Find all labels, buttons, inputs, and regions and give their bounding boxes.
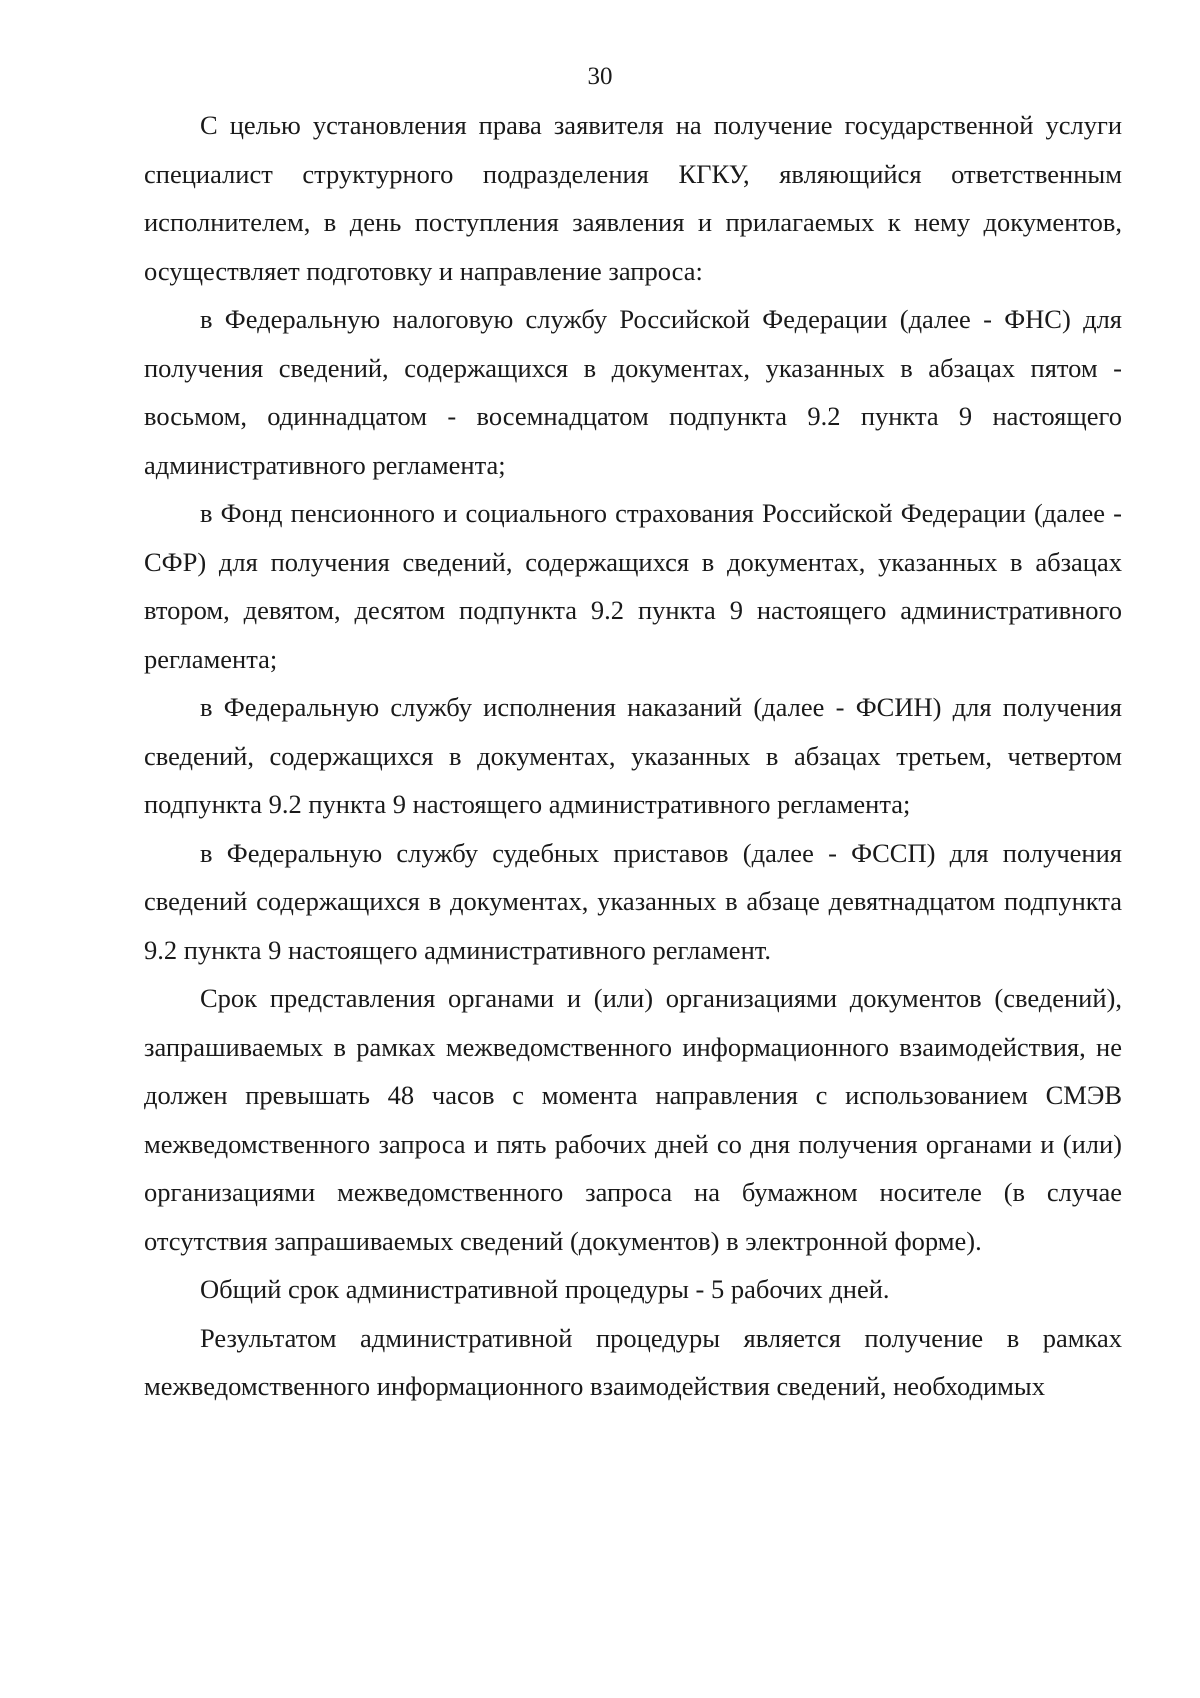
page-number: 30 xyxy=(587,63,613,90)
paragraph-sfr: в Фонд пенсионного и социального страхования Российской Федерации (далее - СФР) для получения сведений, содержащихся в документах, указанных в абзацах втором, девятом, десятом подпункта 9.2 пункта 9 настоящего административного регламента; xyxy=(144,498,1122,674)
paragraph-request-intro: С целью установления права заявителя на получение государственной услуги специалист структурного подразделения КГКУ, являющийся ответственным исполнителем, в день поступления заявления и прилагаемых к нему документов, осуществляет подготовку и направление запроса: xyxy=(144,110,1122,286)
paragraph-response-deadline: Срок представления органами и (или) организациями документов (сведений), запрашиваемых в рамках межведомственного информационного взаимодействия, не должен превышать 48 часов с момента направления с использованием СМЭВ межведомственного запроса и пять рабочих дней со дня получения органами и (или) организациями межведомственного запроса на бумажном носителе (в случае отсутствия запрашиваемых сведений (документов) в электронной форме). xyxy=(144,983,1122,1256)
paragraph-fssp: в Федеральную службу судебных приставов (далее - ФССП) для получения сведений содержащихся в документах, указанных в абзаце девятнадцатом подпункта 9.2 пункта 9 настоящего административного регламент. xyxy=(144,837,1122,965)
paragraph-result: Результатом административной процедуры является получение в рамках межведомственного информационного взаимодействия сведений, необходимых xyxy=(144,1322,1122,1401)
paragraph-fns: в Федеральную налоговую службу Российской Федерации (далее - ФНС) для получения сведений, содержащихся в документах, указанных в абзацах пятом - восьмом, одиннадцатом - восемнадцатом подпункта 9.2 пункта 9 настоящего административного регламента; xyxy=(144,304,1122,480)
paragraph-total-duration: Общий срок административной процедуры - 5 рабочих дней. xyxy=(200,1274,890,1304)
paragraph-fsin: в Федеральную службу исполнения наказаний (далее - ФСИН) для получения сведений, содержащихся в документах, указанных в абзацах третьем, четвертом подпункта 9.2 пункта 9 настоящего административного регламента; xyxy=(144,692,1122,819)
document-body xyxy=(144,101,1122,1411)
